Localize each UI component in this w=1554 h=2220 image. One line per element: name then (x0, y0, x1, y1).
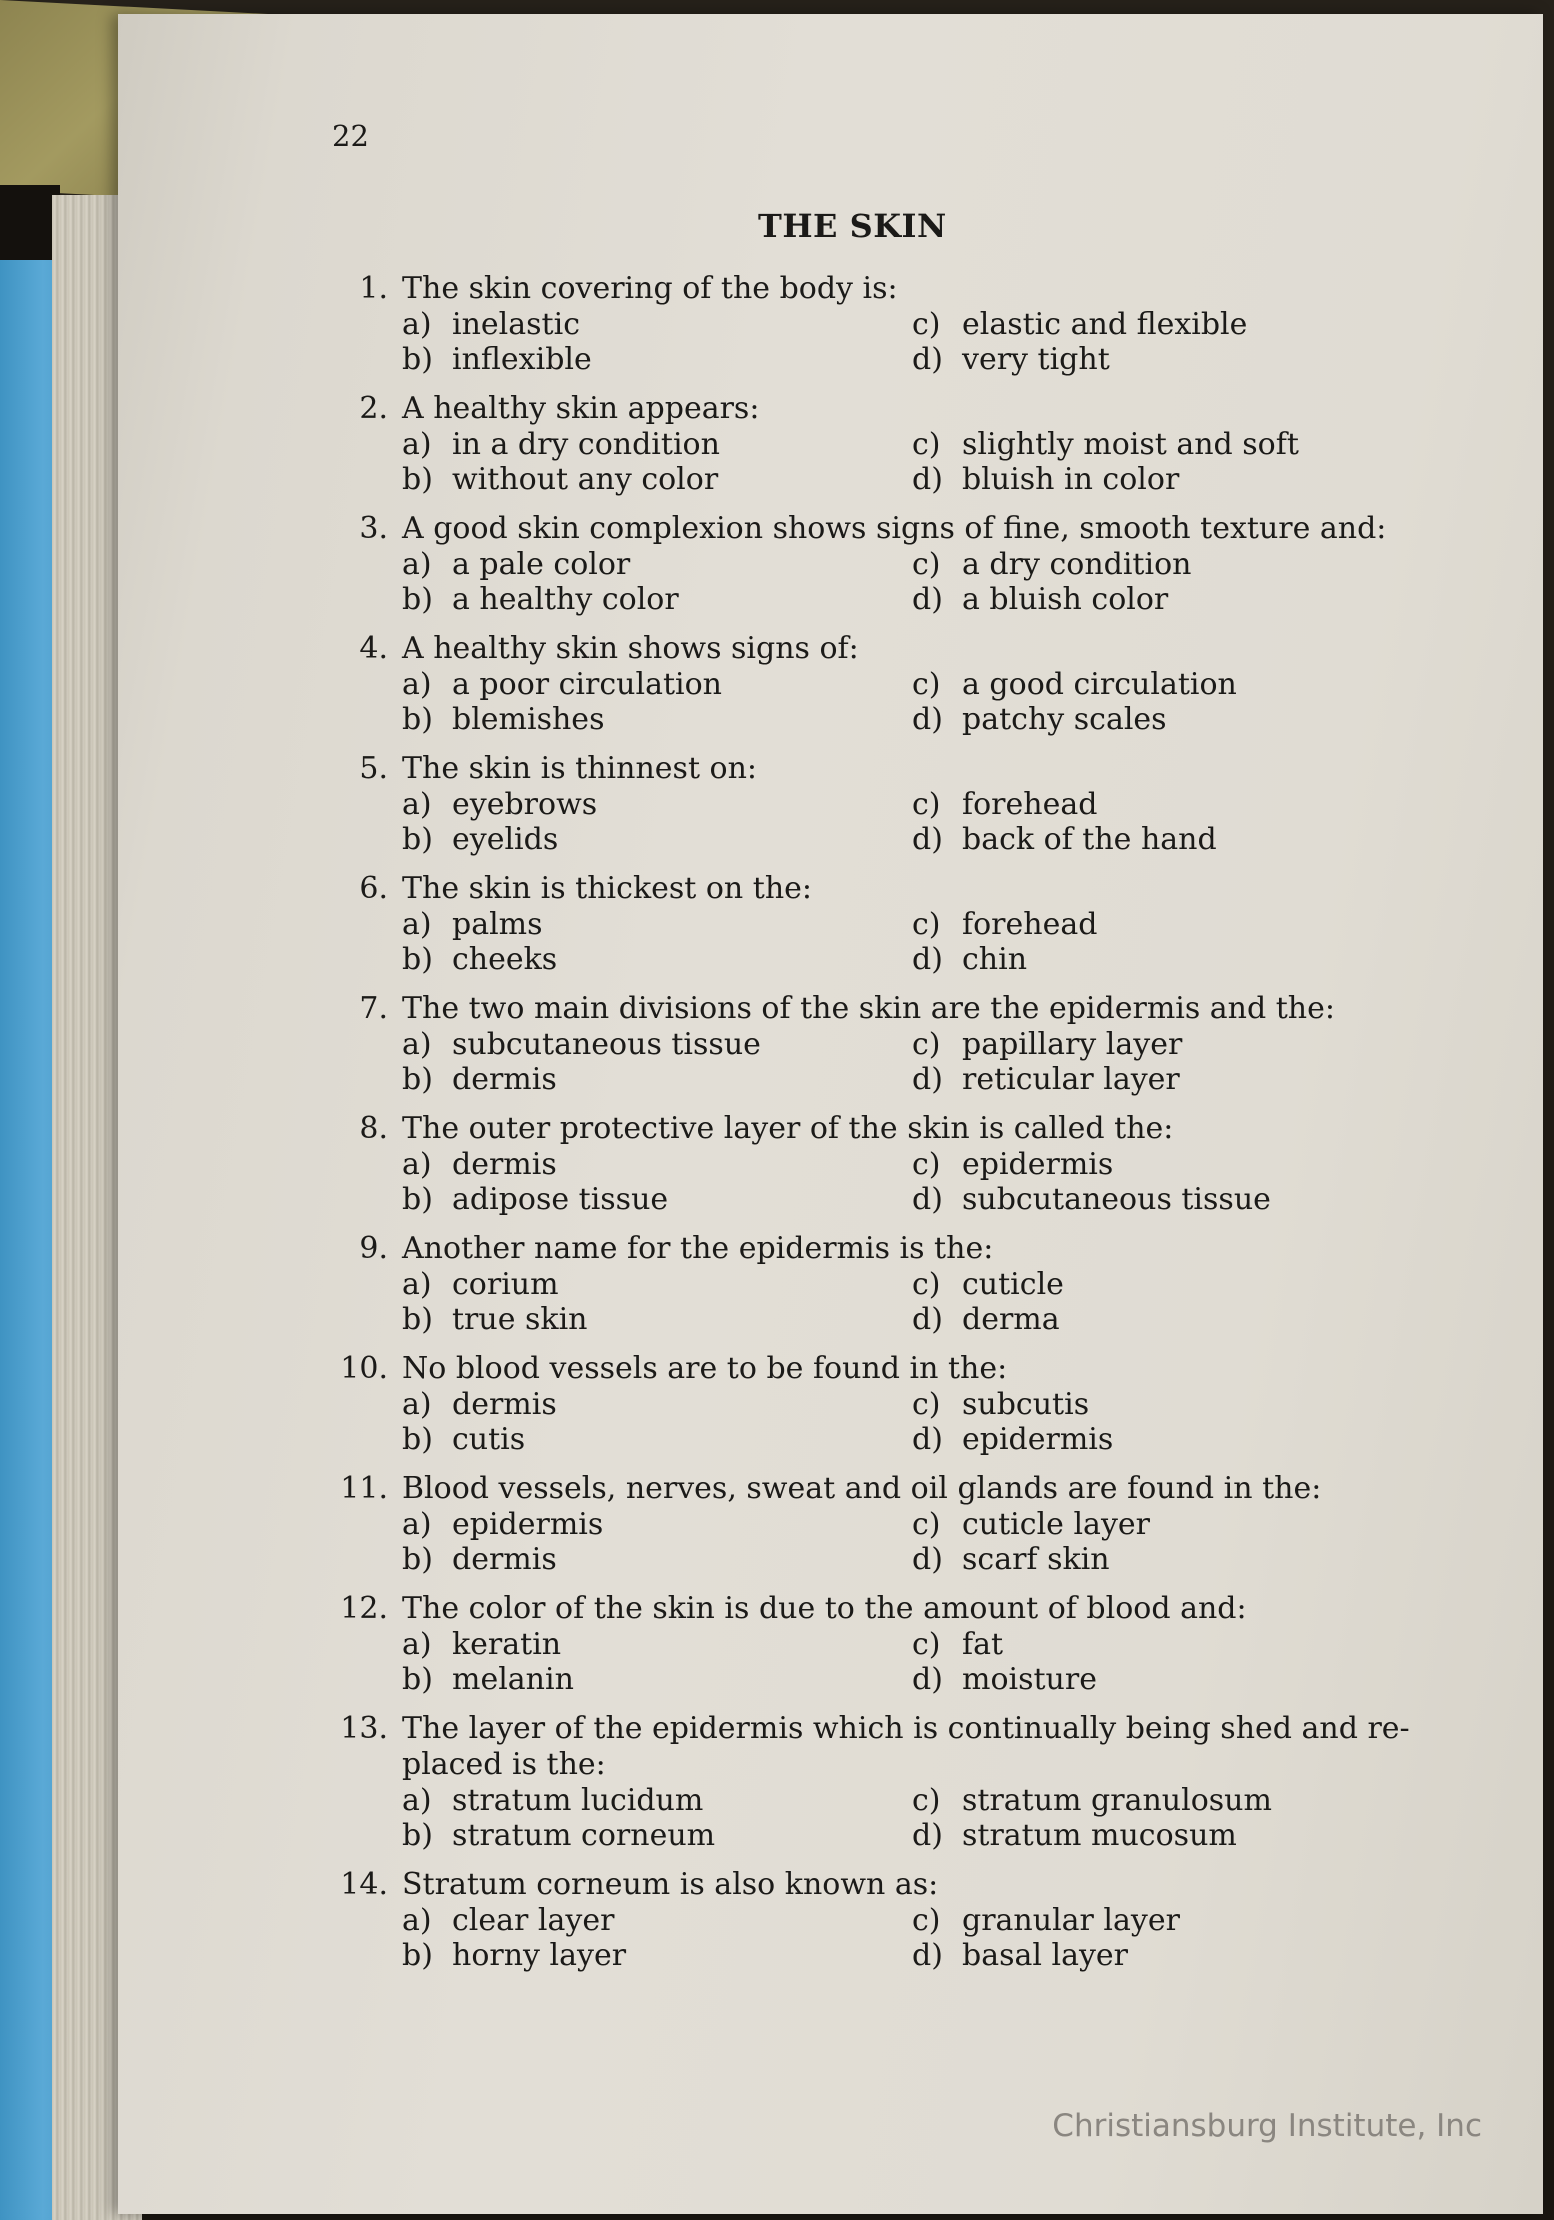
option-letter: d) (912, 942, 943, 977)
page-title: THE SKIN (758, 207, 947, 245)
option-text: very tight (962, 342, 1110, 377)
question-item (328, 271, 1518, 377)
answer-option (402, 307, 912, 342)
option-letter: a) (402, 1147, 432, 1182)
answer-option (912, 547, 1432, 582)
option-text: scarf skin (962, 1542, 1110, 1577)
page-content (118, 14, 1543, 2214)
option-text: blemishes (452, 702, 605, 737)
answer-options (402, 547, 1518, 617)
option-text: a bluish color (962, 582, 1169, 617)
option-letter: a) (402, 1507, 432, 1542)
option-letter: d) (912, 1182, 943, 1217)
answer-option (402, 1302, 912, 1337)
question-item (328, 1111, 1518, 1217)
answer-option (912, 1938, 1432, 1973)
question-line (328, 991, 1518, 1027)
answer-option (912, 1542, 1432, 1577)
answer-option (402, 1507, 912, 1542)
option-letter: c) (912, 307, 941, 342)
answer-option (402, 1267, 912, 1302)
answer-options (402, 1903, 1518, 1973)
question-number: 3. (359, 511, 388, 546)
option-letter: a) (402, 1903, 432, 1938)
option-text: corium (452, 1267, 559, 1302)
option-letter: c) (912, 1903, 941, 1938)
answer-option (402, 1147, 912, 1182)
option-letter: a) (402, 787, 432, 822)
answer-option (402, 1062, 912, 1097)
answer-option (912, 942, 1432, 977)
option-text: a good circulation (962, 667, 1237, 702)
question-text: Blood vessels, nerves, sweat and oil glands are found in the: (402, 1471, 1322, 1506)
option-text: subcutaneous tissue (962, 1182, 1271, 1217)
option-letter: b) (402, 582, 433, 617)
option-letter: d) (912, 1818, 943, 1853)
option-letter: b) (402, 1818, 433, 1853)
option-text: subcutis (962, 1387, 1090, 1422)
option-letter: d) (912, 1302, 943, 1337)
option-letter: d) (912, 1662, 943, 1697)
option-text: bluish in color (962, 462, 1180, 497)
answer-option (912, 1302, 1432, 1337)
option-text: forehead (962, 907, 1098, 942)
question-number: 1. (359, 271, 388, 306)
option-letter: b) (402, 702, 433, 737)
answer-options (402, 667, 1518, 737)
answer-option (912, 582, 1432, 617)
option-letter: d) (912, 1542, 943, 1577)
answer-option (912, 462, 1432, 497)
option-text: moisture (962, 1662, 1097, 1697)
option-letter: d) (912, 582, 943, 617)
answer-option (402, 1662, 912, 1697)
answer-option (912, 342, 1432, 377)
option-text: epidermis (452, 1507, 604, 1542)
option-letter: b) (402, 1302, 433, 1337)
option-letter: d) (912, 462, 943, 497)
option-text: clear layer (452, 1903, 615, 1938)
option-letter: c) (912, 667, 941, 702)
answer-option (402, 822, 912, 857)
option-letter: b) (402, 822, 433, 857)
answer-option (402, 427, 912, 462)
question-text: The skin covering of the body is: (402, 271, 898, 306)
answer-option (912, 1147, 1432, 1182)
answer-option (402, 342, 912, 377)
question-item (328, 1471, 1518, 1577)
question-number: 4. (359, 631, 388, 666)
option-letter: c) (912, 1147, 941, 1182)
question-text: Stratum corneum is also known as: (402, 1867, 939, 1902)
answer-options (402, 907, 1518, 977)
option-letter: a) (402, 427, 432, 462)
option-text: cuticle layer (962, 1507, 1150, 1542)
answer-option (912, 667, 1432, 702)
question-line (328, 271, 1518, 307)
answer-option (402, 462, 912, 497)
option-text: inelastic (452, 307, 580, 342)
option-text: stratum corneum (452, 1818, 716, 1853)
option-text: dermis (452, 1147, 557, 1182)
question-number: 8. (359, 1111, 388, 1146)
option-text: papillary layer (962, 1027, 1183, 1062)
option-letter: b) (402, 1182, 433, 1217)
answer-option (912, 1783, 1432, 1818)
question-number: 12. (340, 1591, 388, 1626)
answer-option (912, 1062, 1432, 1097)
answer-option (402, 1627, 912, 1662)
answer-option (402, 787, 912, 822)
option-letter: c) (912, 1027, 941, 1062)
answer-option (912, 907, 1432, 942)
option-letter: b) (402, 942, 433, 977)
question-text: The skin is thickest on the: (402, 871, 813, 906)
option-letter: d) (912, 342, 943, 377)
option-text: a pale color (452, 547, 631, 582)
question-line (328, 391, 1518, 427)
option-letter: c) (912, 547, 941, 582)
option-text: stratum mucosum (962, 1818, 1237, 1853)
question-number: 7. (359, 991, 388, 1026)
answer-option (912, 1662, 1432, 1697)
option-text: a dry condition (962, 547, 1192, 582)
option-text: chin (962, 942, 1028, 977)
option-letter: b) (402, 1662, 433, 1697)
question-item (328, 1591, 1518, 1697)
question-number: 14. (340, 1867, 388, 1902)
answer-option (402, 1542, 912, 1577)
answer-options (402, 1267, 1518, 1337)
option-text: forehead (962, 787, 1098, 822)
option-text: granular layer (962, 1903, 1180, 1938)
question-item (328, 1351, 1518, 1457)
option-letter: a) (402, 1783, 432, 1818)
question-text: A healthy skin appears: (402, 391, 760, 426)
answer-option (402, 582, 912, 617)
option-text: patchy scales (962, 702, 1167, 737)
question-text: A good skin complexion shows signs of fine, smooth texture and: (402, 511, 1387, 546)
option-letter: a) (402, 667, 432, 702)
answer-options (402, 1627, 1518, 1697)
option-text: horny layer (452, 1938, 627, 1973)
question-item (328, 871, 1518, 977)
answer-option (402, 1818, 912, 1853)
option-text: stratum granulosum (962, 1783, 1272, 1818)
question-text: The layer of the epidermis which is continually being shed and re- placed is the: (402, 1711, 1410, 1782)
answer-option (912, 702, 1432, 737)
question-text: A healthy skin shows signs of: (402, 631, 859, 666)
answer-options (402, 1783, 1518, 1853)
question-number: 11. (340, 1471, 388, 1506)
question-line (328, 1591, 1518, 1627)
option-letter: a) (402, 907, 432, 942)
option-letter: c) (912, 787, 941, 822)
option-text: subcutaneous tissue (452, 1027, 761, 1062)
option-letter: b) (402, 462, 433, 497)
answer-option (912, 427, 1432, 462)
answer-option (912, 1903, 1432, 1938)
question-text: The two main divisions of the skin are the epidermis and the: (402, 991, 1335, 1026)
answer-option (402, 1422, 912, 1457)
question-number: 13. (340, 1711, 388, 1746)
option-text: without any color (452, 462, 719, 497)
answer-option (402, 1182, 912, 1217)
option-letter: a) (402, 547, 432, 582)
answer-option (402, 1938, 912, 1973)
question-line (328, 1711, 1518, 1783)
option-letter: d) (912, 822, 943, 857)
answer-option (402, 907, 912, 942)
watermark: Christiansburg Institute, Inc (1052, 2108, 1482, 2144)
answer-option (402, 942, 912, 977)
question-item (328, 751, 1518, 857)
question-number: 2. (359, 391, 388, 426)
answer-options (402, 1147, 1518, 1217)
question-line (328, 751, 1518, 787)
option-text: epidermis (962, 1422, 1114, 1457)
answer-option (402, 547, 912, 582)
answer-options (402, 787, 1518, 857)
option-letter: c) (912, 1627, 941, 1662)
answer-option (402, 1783, 912, 1818)
option-text: back of the hand (962, 822, 1217, 857)
answer-option (912, 1627, 1432, 1662)
answer-option (402, 1027, 912, 1062)
option-text: inflexible (452, 342, 592, 377)
answer-option (912, 1387, 1432, 1422)
option-letter: b) (402, 1542, 433, 1577)
option-letter: d) (912, 1422, 943, 1457)
option-text: true skin (452, 1302, 588, 1337)
question-item (328, 1711, 1518, 1853)
answer-option (402, 667, 912, 702)
book-page (118, 14, 1543, 2214)
question-text: The skin is thinnest on: (402, 751, 758, 786)
option-text: eyelids (452, 822, 559, 857)
option-text: elastic and flexible (962, 307, 1248, 342)
question-line (328, 871, 1518, 907)
option-letter: a) (402, 307, 432, 342)
option-letter: d) (912, 702, 943, 737)
answer-option (912, 1818, 1432, 1853)
option-letter: a) (402, 1027, 432, 1062)
answer-options (402, 1387, 1518, 1457)
question-text: The color of the skin is due to the amount of blood and: (402, 1591, 1247, 1626)
option-text: reticular layer (962, 1062, 1180, 1097)
option-text: dermis (452, 1387, 557, 1422)
question-number: 6. (359, 871, 388, 906)
option-letter: d) (912, 1938, 943, 1973)
question-line (328, 631, 1518, 667)
question-number: 10. (340, 1351, 388, 1386)
option-text: in a dry condition (452, 427, 720, 462)
answer-options (402, 1027, 1518, 1097)
question-line (328, 1111, 1518, 1147)
option-letter: c) (912, 1267, 941, 1302)
answer-option (912, 822, 1432, 857)
answer-options (402, 427, 1518, 497)
question-line (328, 1351, 1518, 1387)
answer-options (402, 1507, 1518, 1577)
option-letter: b) (402, 1422, 433, 1457)
option-letter: c) (912, 1783, 941, 1818)
option-text: basal layer (962, 1938, 1129, 1973)
option-text: slightly moist and soft (962, 427, 1299, 462)
answer-options (402, 307, 1518, 377)
option-letter: c) (912, 1387, 941, 1422)
question-item (328, 1867, 1518, 1973)
option-letter: a) (402, 1387, 432, 1422)
option-letter: b) (402, 342, 433, 377)
answer-option (402, 702, 912, 737)
option-text: fat (962, 1627, 1004, 1662)
option-letter: c) (912, 427, 941, 462)
option-text: keratin (452, 1627, 562, 1662)
option-letter: d) (912, 1062, 943, 1097)
answer-option (912, 787, 1432, 822)
question-list (328, 271, 1518, 1987)
option-letter: b) (402, 1938, 433, 1973)
answer-option (912, 1182, 1432, 1217)
option-text: epidermis (962, 1147, 1114, 1182)
option-text: dermis (452, 1542, 557, 1577)
option-letter: c) (912, 907, 941, 942)
option-text: adipose tissue (452, 1182, 669, 1217)
option-letter: a) (402, 1627, 432, 1662)
option-text: melanin (452, 1662, 574, 1697)
answer-option (912, 1027, 1432, 1062)
option-text: a healthy color (452, 582, 679, 617)
question-item (328, 631, 1518, 737)
option-text: stratum lucidum (452, 1783, 704, 1818)
option-text: cheeks (452, 942, 558, 977)
question-line (328, 1867, 1518, 1903)
option-text: cuticle (962, 1267, 1064, 1302)
option-text: cutis (452, 1422, 526, 1457)
question-text: Another name for the epidermis is the: (402, 1231, 994, 1266)
option-text: dermis (452, 1062, 557, 1097)
question-line (328, 1231, 1518, 1267)
option-text: eyebrows (452, 787, 598, 822)
answer-option (912, 307, 1432, 342)
question-text: The outer protective layer of the skin is called the: (402, 1111, 1174, 1146)
question-line (328, 1471, 1518, 1507)
question-item (328, 391, 1518, 497)
option-text: derma (962, 1302, 1060, 1337)
answer-option (912, 1267, 1432, 1302)
answer-option (912, 1422, 1432, 1457)
question-item (328, 991, 1518, 1097)
option-letter: c) (912, 1507, 941, 1542)
option-letter: b) (402, 1062, 433, 1097)
question-number: 5. (359, 751, 388, 786)
question-item (328, 1231, 1518, 1337)
answer-option (402, 1387, 912, 1422)
answer-option (402, 1903, 912, 1938)
question-text: No blood vessels are to be found in the: (402, 1351, 1008, 1386)
page-number: 22 (332, 119, 369, 153)
option-letter: a) (402, 1267, 432, 1302)
answer-option (912, 1507, 1432, 1542)
option-text: palms (452, 907, 543, 942)
question-number: 9. (359, 1231, 388, 1266)
question-item (328, 511, 1518, 617)
question-line (328, 511, 1518, 547)
option-text: a poor circulation (452, 667, 722, 702)
